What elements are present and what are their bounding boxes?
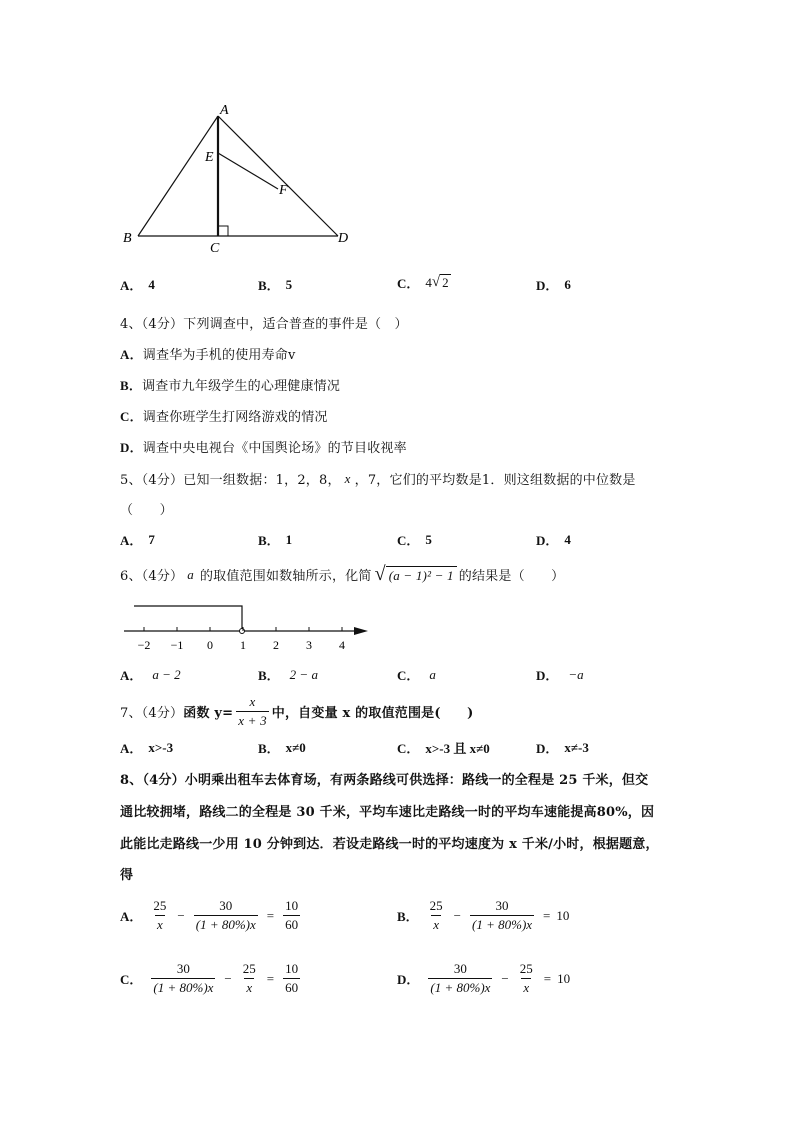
segment-ef bbox=[218, 153, 278, 189]
label-b: B bbox=[123, 231, 132, 246]
option-letter: D． bbox=[536, 278, 559, 293]
q7-option-b[interactable] bbox=[258, 738, 306, 757]
open-point bbox=[240, 629, 245, 634]
option-letter: C． bbox=[397, 533, 420, 548]
option-value: 6 bbox=[564, 276, 571, 292]
fraction-rhs bbox=[283, 961, 300, 996]
numerator: 10 bbox=[285, 898, 299, 913]
label-f: F bbox=[279, 183, 288, 198]
option-letter: C． bbox=[120, 409, 143, 424]
range-bracket bbox=[134, 606, 242, 630]
option-letter: D． bbox=[536, 741, 559, 756]
q7-stem bbox=[120, 692, 474, 730]
numerator: 25 bbox=[153, 898, 167, 913]
option-value: 2 − a bbox=[289, 666, 318, 682]
q3-option-c[interactable] bbox=[397, 273, 451, 292]
q6-radicand: (a − 1)² − 1 bbox=[386, 566, 457, 584]
number-line bbox=[120, 600, 380, 656]
q6-stem-part-c: 的结果是（ ） bbox=[458, 569, 565, 584]
denominator: 60 bbox=[285, 980, 299, 995]
denominator: (1 + 80%)x bbox=[153, 980, 214, 995]
option-letter: D． bbox=[397, 972, 420, 987]
fraction-2 bbox=[470, 898, 534, 933]
tick-label: 0 bbox=[207, 638, 213, 652]
option-letter: A． bbox=[120, 278, 143, 293]
q5-option-c[interactable] bbox=[397, 530, 432, 549]
q8-option-a[interactable] bbox=[120, 898, 303, 933]
option-letter: A． bbox=[120, 909, 143, 924]
q7-option-c[interactable] bbox=[397, 738, 490, 757]
option-letter: C． bbox=[397, 741, 420, 756]
fraction-2 bbox=[518, 961, 535, 996]
option-value: 4 bbox=[564, 531, 571, 547]
fraction-1 bbox=[428, 898, 445, 933]
radical-sign: √ bbox=[431, 274, 441, 290]
denominator: x bbox=[433, 917, 440, 932]
numerator: 10 bbox=[285, 961, 299, 976]
numerator: 25 bbox=[242, 961, 256, 976]
fraction-2 bbox=[241, 961, 258, 996]
q5-stem-part-b: ，7，它们的平均数是1．则这组数据的中位数是 bbox=[354, 473, 636, 488]
option-value: x≠-3 bbox=[564, 739, 589, 755]
q8-stem-line1: 8、（4分）小明乘出租车去体育场，有两条路线可供选择：路线一的全程是 25 千米，但交 bbox=[120, 773, 649, 788]
q7-option-d[interactable] bbox=[536, 738, 589, 757]
label-c: C bbox=[210, 241, 220, 256]
option-value: x≠0 bbox=[285, 739, 306, 755]
edge-ad bbox=[218, 116, 338, 236]
fraction-1 bbox=[151, 898, 168, 933]
q4-option-a[interactable] bbox=[120, 344, 296, 363]
radical-sign: √ bbox=[374, 563, 386, 585]
q7-option-a[interactable] bbox=[120, 738, 173, 757]
option-letter: D． bbox=[536, 533, 559, 548]
option-letter: C． bbox=[397, 276, 420, 291]
fraction-1 bbox=[428, 961, 492, 996]
edge-ab bbox=[138, 116, 218, 236]
q5-stem-part-a: 5、（4分）已知一组数据：1，2，8， bbox=[120, 473, 341, 488]
option-letter: B． bbox=[120, 378, 143, 393]
option-value: x>-3 bbox=[148, 739, 174, 755]
option-letter: A． bbox=[120, 668, 143, 683]
option-letter: A． bbox=[120, 741, 143, 756]
q7-fraction-num: x bbox=[249, 693, 256, 709]
option-letter: B． bbox=[258, 668, 280, 683]
q5-answer-paren: （ ） bbox=[120, 503, 173, 518]
q8-option-d[interactable] bbox=[397, 961, 570, 996]
option-value: −a bbox=[568, 666, 584, 682]
option-letter: A． bbox=[120, 347, 143, 362]
option-value: a − 2 bbox=[152, 666, 181, 682]
fraction-rhs bbox=[283, 898, 300, 933]
q8-stem-line4: 得 bbox=[120, 868, 134, 883]
denominator: (1 + 80%)x bbox=[472, 917, 533, 932]
label-a: A bbox=[220, 103, 229, 118]
denominator: x bbox=[246, 980, 253, 995]
q7-stem-part-b: 函数 y= bbox=[183, 705, 234, 721]
q6-stem bbox=[120, 563, 564, 586]
option-value-radicand: 2 bbox=[442, 275, 449, 290]
denominator: 60 bbox=[285, 917, 299, 932]
tick-label: −2 bbox=[137, 638, 151, 652]
label-e: E bbox=[205, 150, 214, 165]
q7-stem-part-c: 中，自变量 x 的取值范围是( ) bbox=[271, 705, 474, 721]
equals-sign: = bbox=[266, 907, 275, 923]
operator: − bbox=[224, 970, 232, 986]
q7-fraction-den: x + 3 bbox=[238, 712, 267, 728]
option-letter: B． bbox=[258, 278, 280, 293]
q6-variable: a bbox=[187, 566, 194, 582]
rhs-value: 10 bbox=[557, 970, 571, 986]
numerator: 25 bbox=[429, 898, 443, 913]
q6-option-d[interactable] bbox=[536, 665, 584, 684]
q3-option-d[interactable] bbox=[536, 275, 571, 294]
option-value: 7 bbox=[148, 531, 155, 547]
q5-option-a[interactable] bbox=[120, 530, 155, 549]
option-letter: B． bbox=[258, 741, 280, 756]
q6-stem-part-b: 的取值范围如数轴所示，化简 bbox=[199, 569, 372, 584]
equals-sign: = bbox=[543, 970, 552, 986]
option-text: 调查你班学生打网络游戏的情况 bbox=[142, 410, 328, 425]
equals-sign: = bbox=[266, 970, 275, 986]
numerator: 30 bbox=[219, 898, 233, 913]
denominator: x bbox=[157, 917, 163, 932]
q8-stem-line3: 此能比走路线一少用 10 分钟到达．若设走路线一时的平均速度为 x 千米/小时，根据题意， bbox=[120, 837, 659, 852]
denominator: (1 + 80%)x bbox=[195, 917, 256, 932]
triangle-figure bbox=[110, 100, 370, 260]
q8-stem-line2: 通比较拥堵，路线二的全程是 30 千米，平均车速比走路线一时的平均车速能提高80%，因 bbox=[120, 805, 655, 820]
option-text: 调查市九年级学生的心理健康情况 bbox=[142, 379, 341, 394]
tick-label: 4 bbox=[339, 638, 345, 652]
option-text: 调查中央电视台《中国舆论场》的节目收视率 bbox=[142, 441, 407, 456]
q6-stem-part-a: 6、（4分） bbox=[120, 569, 184, 584]
denominator: x bbox=[523, 980, 530, 995]
option-value: 5 bbox=[425, 531, 432, 547]
label-d: D bbox=[338, 231, 349, 246]
option-value: x>-3 且 x≠0 bbox=[425, 741, 490, 756]
option-letter: B． bbox=[258, 533, 280, 548]
q8-option-c[interactable] bbox=[120, 961, 303, 996]
option-text: 调查华为手机的使用寿命v bbox=[142, 348, 296, 363]
option-letter: A． bbox=[120, 533, 143, 548]
tick-label: 1 bbox=[240, 638, 246, 652]
option-letter: B． bbox=[397, 909, 419, 924]
fraction-1 bbox=[151, 961, 215, 996]
q5-option-b[interactable] bbox=[258, 530, 292, 549]
q6-option-b[interactable] bbox=[258, 665, 318, 684]
numerator: 30 bbox=[495, 898, 509, 913]
equals-sign: = bbox=[543, 907, 551, 923]
q5-option-d[interactable] bbox=[536, 530, 571, 549]
tick-label: 3 bbox=[306, 638, 312, 652]
q6-option-a[interactable] bbox=[120, 665, 181, 684]
tick-label: −1 bbox=[170, 638, 184, 652]
q7-fraction bbox=[236, 694, 269, 729]
numerator: 30 bbox=[176, 961, 190, 976]
q5-variable: x bbox=[344, 470, 351, 486]
option-letter: C． bbox=[397, 668, 420, 683]
option-value: 5 bbox=[285, 276, 293, 292]
q6-option-c[interactable] bbox=[397, 665, 436, 684]
q3-option-a[interactable] bbox=[120, 275, 155, 294]
option-value: 4 bbox=[148, 276, 155, 292]
q4-stem: 4、（4分）下列调查中，适合普查的事件是（ ） bbox=[120, 317, 408, 332]
option-value-coef: 4 bbox=[425, 274, 432, 290]
option-letter: D． bbox=[536, 668, 559, 683]
operator: − bbox=[177, 907, 185, 923]
option-value: a bbox=[429, 666, 436, 682]
operator: − bbox=[501, 970, 509, 986]
option-value: 1 bbox=[285, 531, 293, 547]
axis-arrow bbox=[354, 627, 368, 635]
q4-option-c[interactable] bbox=[120, 406, 328, 425]
numerator: 30 bbox=[453, 961, 467, 976]
q3-option-b[interactable] bbox=[258, 275, 292, 294]
option-letter: C． bbox=[120, 972, 143, 987]
fraction-2 bbox=[194, 898, 258, 933]
operator: − bbox=[453, 907, 462, 923]
q4-option-b[interactable] bbox=[120, 375, 340, 394]
numerator: 25 bbox=[519, 961, 533, 976]
q7-stem-part-a: 7、（4分） bbox=[120, 705, 184, 721]
right-angle-mark bbox=[218, 226, 228, 236]
tick-label: 2 bbox=[273, 638, 279, 652]
q5-stem bbox=[120, 469, 636, 488]
q4-option-d[interactable] bbox=[120, 437, 407, 456]
rhs-value: 10 bbox=[556, 907, 570, 923]
q8-option-b[interactable] bbox=[397, 898, 569, 933]
denominator: (1 + 80%)x bbox=[430, 980, 491, 995]
option-letter: D． bbox=[120, 440, 143, 455]
